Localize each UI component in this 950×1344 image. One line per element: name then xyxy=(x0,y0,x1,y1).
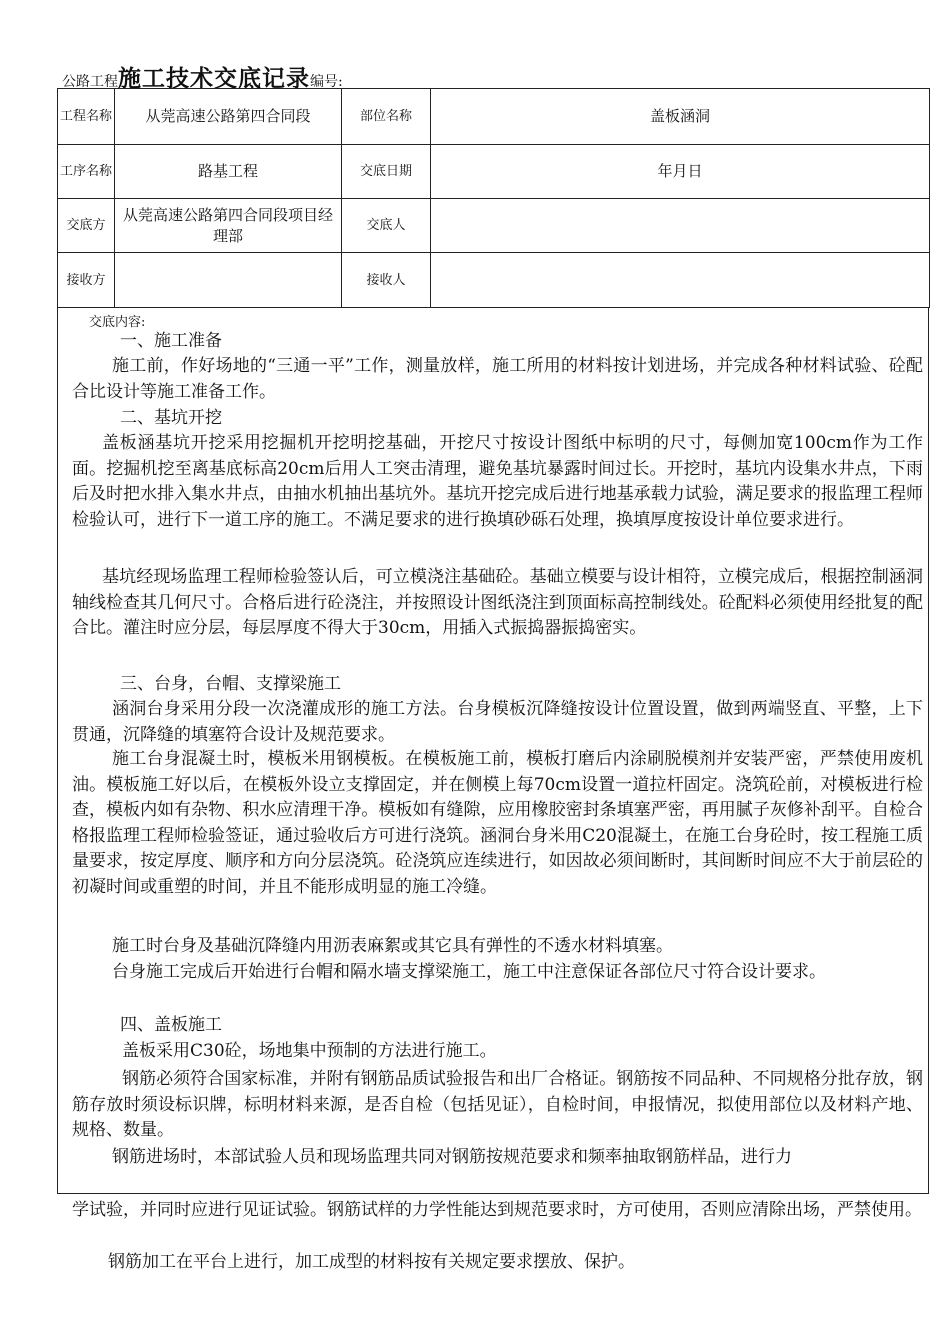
label-handover-party: 交底方 xyxy=(58,199,115,253)
section-heading-3: 三、台身，台帽、支撑梁施工 xyxy=(120,674,341,694)
value-handover-date: 年月日 xyxy=(431,145,930,199)
section-heading-1: 一、施工准备 xyxy=(120,331,222,351)
section-heading-4: 四、盖板施工 xyxy=(120,1015,222,1035)
table-row xyxy=(58,253,930,308)
title-prefix: 公路工程 xyxy=(62,74,118,90)
label-receiving-party: 接收方 xyxy=(58,253,115,308)
paragraph: 钢筋加工在平台上进行，加工成型的材料按有关规定要求摆放、保护。 xyxy=(108,1252,635,1272)
paragraph: 施工时台身及基础沉降缝内用沥表麻絮或其它具有弹性的不透水材料填塞。 xyxy=(112,936,673,956)
paragraph: 钢筋必须符合国家标准，并附有钢筋品质试验报告和出厂合格证。钢筋按不同品种、不同规格分批存放，钢筋存放时须设标识牌，标明材料来源，是否自检（包括见证），自检时间，申报情况，拟使用部位以及材料产地、规格、数量。 xyxy=(72,1069,923,1141)
value-handover-person xyxy=(431,199,930,253)
table-row xyxy=(58,145,930,199)
value-process-name: 路基工程 xyxy=(115,145,342,199)
table-row xyxy=(58,199,930,253)
section-heading-2: 二、基坑开挖 xyxy=(120,408,222,428)
content-label: 交底内容: xyxy=(89,315,146,330)
paragraph: 盖板涵基坑开挖采用挖掘机开挖明挖基础，开挖尺寸按设计图纸中标明的尺寸，每侧加宽100cm作为工作面。挖掘机挖至离基底标高20cm后用人工突击清理，避免基坑暴露时间过长。开挖时，基坑内设集水井点，下雨后及时把水排入集水井点，由抽水机抽出基坑外。基坑开挖完成后进行地基承载力试验，满足要求的报监理工程师检验认可，进行下一道工序的施工。不满足要求的进行换填砂砾石处理，换填厚度按设计单位要求进行。 xyxy=(72,433,923,530)
value-receiving-party xyxy=(115,253,342,308)
label-receiver: 接收人 xyxy=(342,253,431,308)
paragraph: 钢筋进场时，本部试验人员和现场监理共同对钢筋按规范要求和频率抽取钢筋样品，进行力 xyxy=(112,1147,792,1167)
label-handover-date: 交底日期 xyxy=(342,145,431,199)
label-part-name: 部位名称 xyxy=(342,89,431,145)
label-handover-person: 交底人 xyxy=(342,199,431,253)
paragraph: 盖板采用C30砼，场地集中预制的方法进行施工。 xyxy=(122,1041,497,1061)
number-label: 编号: xyxy=(310,74,343,90)
value-handover-party: 从莞高速公路第四合同段项目经理部 xyxy=(115,199,342,253)
paragraph: 台身施工完成后开始进行台帽和隔水墙支撑梁施工，施工中注意保证各部位尺寸符合设计要求。 xyxy=(112,962,826,982)
paragraph: 基坑经现场监理工程师检验签认后，可立模浇注基础砼。基础立模要与设计相符，立模完成后，根据控制涵洞轴线检查其几何尺寸。合格后进行砼浇注，并按照设计图纸浇注到顶面标高控制线处。砼配料必须使用经批复的配合比。灌注时应分层，每层厚度不得大于30cm，用插入式振捣器振捣密实。 xyxy=(72,567,923,639)
value-receiver xyxy=(431,253,930,308)
value-project-name: 从莞高速公路第四合同段 xyxy=(115,89,342,145)
label-process-name: 工序名称 xyxy=(58,145,115,199)
label-project-name: 工程名称 xyxy=(58,89,115,145)
paragraph: 学试验，并同时应进行见证试验。钢筋试样的力学性能达到规范要求时，方可使用，否则应清除出场，严禁使用。 xyxy=(72,1200,922,1220)
paragraph: 施工前，作好场地的“三通一平”工作，测量放样，施工所用的材料按计划进场，并完成各种材料试验、砼配合比设计等施工准备工作。 xyxy=(72,356,923,402)
page-title: 施工技术交底记录 xyxy=(118,65,310,92)
paragraph: 施工台身混凝土时，模板米用钢模板。在模板施工前，模板打磨后内涂刷脱模剂并安装严密，严禁使用废机油。模板施工好以后，在模板外设立支撑固定，并在侧模上每70cm设置一道拉杆固定。浇筑砼前，对模板进行检查，模板内如有杂物、积水应清理干净。模板如有缝隙，应用橡胶密封条填塞严密，再用腻子灰修补刮平。自检合格报监理工程师检验签证，通过验收后方可进行浇筑。涵洞台身米用C20混凝土，在施工台身砼时，按工程施工质量要求，按定厚度、顺序和方向分层浇筑。砼浇筑应连续进行，如因故必须间断时，其间断时间应不大于前层砼的初凝时间或重塑的时间，并且不能形成明显的施工冷缝。 xyxy=(72,749,923,897)
info-table xyxy=(57,88,930,308)
value-part-name: 盖板涵洞 xyxy=(431,89,930,145)
table-row xyxy=(58,89,930,145)
paragraph: 涵洞台身采用分段一次浇灌成形的施工方法。台身模板沉降缝按设计位置设置，做到两端竖直、平整，上下贯通，沉降缝的填塞符合设计及规范要求。 xyxy=(72,699,923,745)
